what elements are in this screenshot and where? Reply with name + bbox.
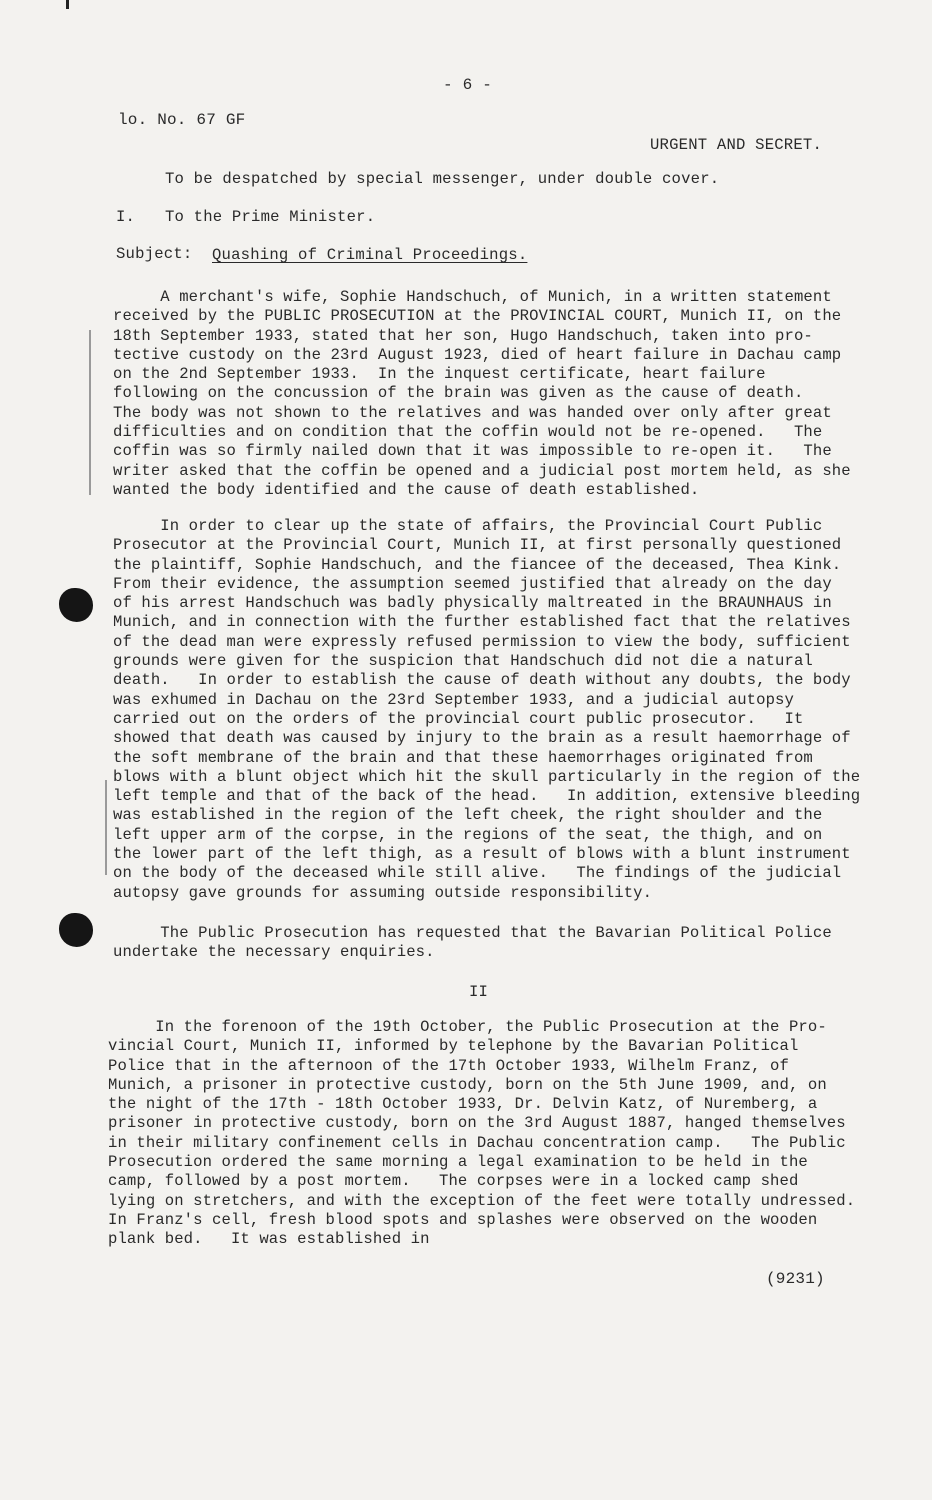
paragraph-franz-katz [108, 1018, 878, 1250]
text-line: In Franz's cell, fresh blood spots and splashes were observed on the wooden [108, 1210, 818, 1229]
text-line: The body was not shown to the relatives and was handed over only after great [113, 403, 832, 422]
text-line: in their military confinement cells in Dachau concentration camp. The Public [108, 1133, 846, 1152]
punch-hole-lower [59, 913, 93, 947]
text-line: left temple and that of the back of the head. In addition, extensive bleeding [113, 787, 861, 806]
paragraph-police-request [113, 924, 883, 963]
footer-code: (9231) [766, 1270, 825, 1288]
text-line: autopsy gave grounds for assuming outside responsibility. [113, 883, 653, 902]
reference-number: lo. No. 67 GF [118, 111, 246, 129]
text-line: was exhumed in Dachau on the 23rd September 1933, and a judicial autopsy [113, 690, 794, 709]
section-two-numeral: II [469, 983, 489, 1001]
text-line: received by the PUBLIC PROSECUTION at the PROVINCIAL COURT, Munich II, on the [113, 307, 842, 326]
text-line: the night of the 17th - 18th October 1933, Dr. Delvin Katz, of Nuremberg, a [108, 1095, 818, 1114]
text-line: A merchant's wife, Sophie Handschuch, of Munich, in a written statement [113, 288, 832, 306]
margin-pencil-line-upper [89, 330, 91, 495]
text-line: of his arrest Handschuch was badly physically maltreated in the BRAUNHAUS in [113, 594, 832, 613]
text-line: Prosecution ordered the same morning a legal examination to be held in the [108, 1153, 808, 1172]
page-number: - 6 - [443, 76, 493, 94]
text-line: carried out on the orders of the provincial court public prosecutor. It [113, 709, 804, 728]
text-line: camp, followed by a post mortem. The corpses were in a locked camp shed [108, 1172, 799, 1191]
text-line: difficulties and on condition that the coffin would not be re-opened. The [113, 423, 823, 442]
text-line: blows with a blunt object which hit the skull particularly in the region of the [113, 767, 861, 786]
text-line: writer asked that the coffin be opened and a judicial post mortem held, as she [113, 461, 851, 480]
text-line: grounds were given for the suspicion that Handschuch did not die a natural [113, 652, 813, 671]
text-line: following on the concussion of the brain was given as the cause of death. [113, 384, 804, 403]
dispatch-note: To be despatched by special messenger, under double cover. [165, 170, 720, 188]
text-line: of the dead man were expressly refused permission to view the body, sufficient [113, 632, 851, 651]
text-line: Prosecutor at the Provincial Court, Munich II, at first personally questioned [113, 536, 842, 555]
text-line: 18th September 1933, stated that her son, Hugo Handschuch, taken into pro- [113, 326, 813, 345]
text-line: From their evidence, the assumption seemed justified that already on the day [113, 574, 832, 593]
margin-pencil-line-lower [105, 780, 107, 875]
punch-hole-upper [59, 588, 93, 622]
paragraph-handschuch-statement [113, 288, 883, 500]
text-line: plank bed. It was established in [108, 1230, 430, 1249]
section-one-numeral: I. [116, 208, 136, 226]
text-line: The Public Prosecution has requested that the Bavarian Political Police [113, 924, 832, 942]
text-line: In order to clear up the state of affairs, the Provincial Court Public [113, 517, 823, 535]
classification-label: URGENT AND SECRET. [650, 136, 823, 154]
text-line: vincial Court, Munich II, informed by telephone by the Bavarian Political [108, 1037, 799, 1056]
text-line: on the body of the deceased while still alive. The findings of the judicial [113, 864, 842, 883]
text-line: In the forenoon of the 19th October, the Public Prosecution at the Pro- [108, 1018, 827, 1036]
text-line: lying on stretchers, and with the exception of the feet were totally undressed. [108, 1191, 856, 1210]
text-line: tective custody on the 23rd August 1923, died of heart failure in Dachau camp [113, 345, 842, 364]
text-line: was established in the region of the left cheek, the right shoulder and the [113, 806, 823, 825]
subject-text: Quashing of Criminal Proceedings. [212, 246, 528, 264]
text-line: prisoner in protective custody, born on the 3rd August 1887, hanged themselves [108, 1114, 846, 1133]
paragraph-investigation [113, 517, 883, 903]
text-line: the lower part of the left thigh, as a result of blows with a blunt instrument [113, 845, 851, 864]
text-line: the soft membrane of the brain and that these haemorrhages originated from [113, 748, 813, 767]
top-edge-mark [66, 0, 69, 9]
text-line: Munich, a prisoner in protective custody, born on the 5th June 1909, and, on [108, 1075, 827, 1094]
text-line: left upper arm of the corpse, in the regions of the seat, the thigh, and on [113, 825, 823, 844]
text-line: showed that death was caused by injury to the brain as a result haemorrhage of [113, 729, 851, 748]
text-line: the plaintiff, Sophie Handschuch, and the fiancee of the deceased, Thea Kink. [113, 555, 842, 574]
addressee: To the Prime Minister. [165, 208, 376, 226]
text-line: coffin was so firmly nailed down that it was impossible to re-open it. The [113, 442, 832, 461]
text-line: wanted the body identified and the cause of death established. [113, 480, 700, 499]
text-line: on the 2nd September 1933. In the inquest certificate, heart failure [113, 365, 766, 384]
text-line: death. In order to establish the cause of death without any doubts, the body [113, 671, 851, 690]
subject-label: Subject: [116, 245, 193, 263]
text-line: Munich, and in connection with the further established fact that the relatives [113, 613, 851, 632]
text-line: undertake the necessary enquiries. [113, 943, 435, 962]
text-line: Police that in the afternoon of the 17th October 1933, Wilhelm Franz, of [108, 1056, 789, 1075]
